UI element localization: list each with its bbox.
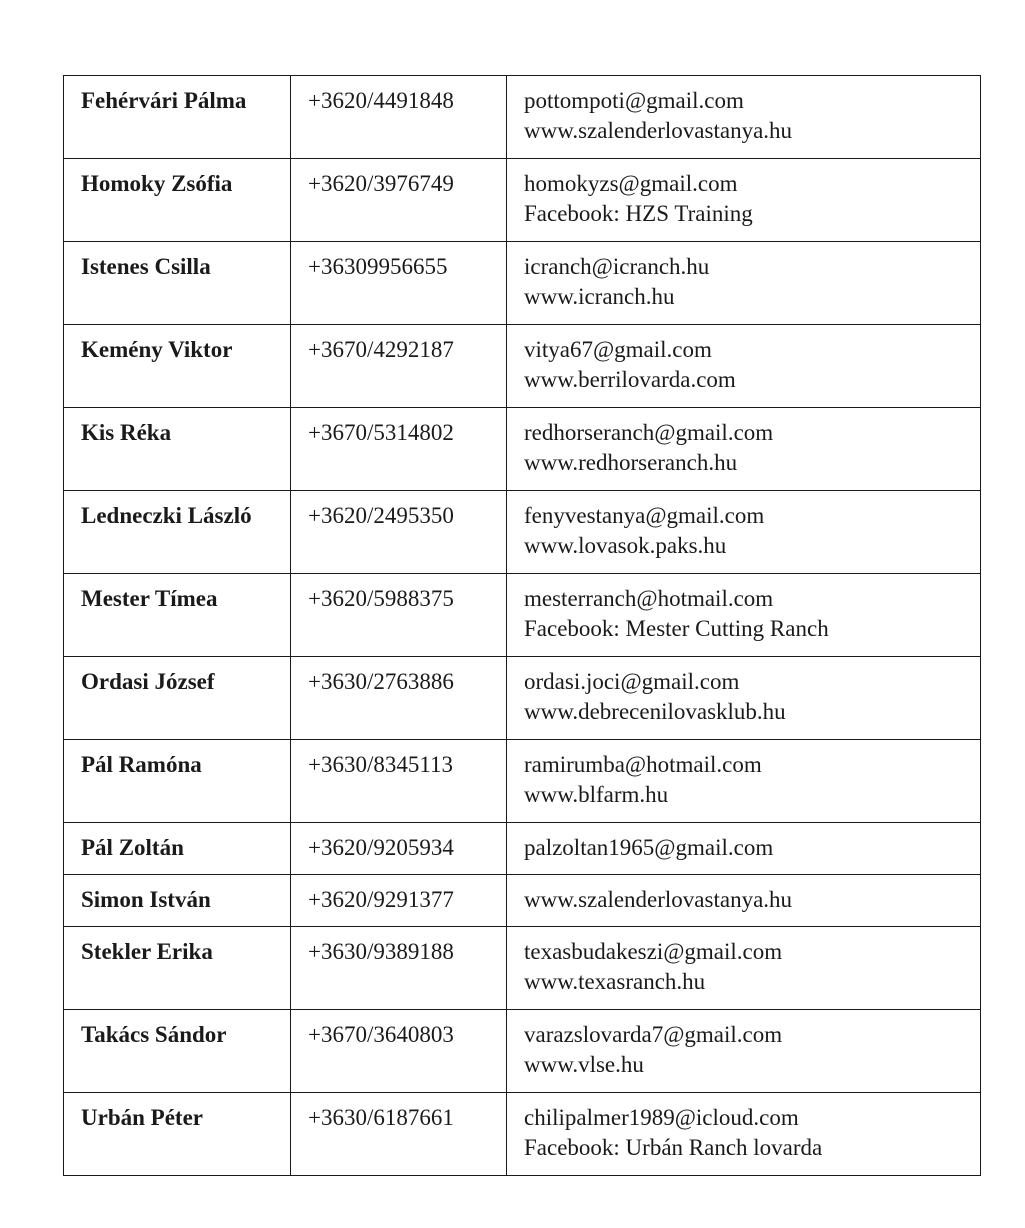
contact-details <box>507 159 981 242</box>
contact-name: Stekler Erika <box>64 927 291 1010</box>
table-row <box>64 76 981 159</box>
contact-details <box>507 740 981 823</box>
table-row <box>64 1010 981 1093</box>
table-row <box>64 242 981 325</box>
contact-phone: +3620/4491848 <box>291 76 507 159</box>
contact-email: icranch@icranch.hu <box>524 254 710 279</box>
contact-email: homokyzs@gmail.com <box>524 171 738 196</box>
contact-website: www.lovasok.paks.hu <box>524 533 727 558</box>
table-row <box>64 657 981 740</box>
contact-email: varazslovarda7@gmail.com <box>524 1022 783 1047</box>
contact-facebook: Facebook: Urbán Ranch lovarda <box>524 1135 823 1160</box>
contact-name: Simon István <box>64 875 291 927</box>
contact-phone: +3630/8345113 <box>291 740 507 823</box>
contact-email: fenyvestanya@gmail.com <box>524 503 765 528</box>
contact-details <box>507 76 981 159</box>
contact-name: Mester Tímea <box>64 574 291 657</box>
contact-details <box>507 927 981 1010</box>
contact-name: Takács Sándor <box>64 1010 291 1093</box>
contact-name: Kis Réka <box>64 408 291 491</box>
contact-phone: +3620/2495350 <box>291 491 507 574</box>
contact-email: mesterranch@hotmail.com <box>524 586 774 611</box>
contact-phone: +3620/9291377 <box>291 875 507 927</box>
table-row <box>64 325 981 408</box>
contact-facebook: Facebook: HZS Training <box>524 201 753 226</box>
contact-website: www.blfarm.hu <box>524 782 669 807</box>
table-row <box>64 574 981 657</box>
contact-rows <box>64 76 981 1176</box>
contact-website: www.vlse.hu <box>524 1052 644 1077</box>
table-row <box>64 1093 981 1176</box>
table-row <box>64 740 981 823</box>
contact-phone: +3630/2763886 <box>291 657 507 740</box>
contact-details <box>507 325 981 408</box>
contact-name: Homoky Zsófia <box>64 159 291 242</box>
contact-name: Ledneczki László <box>64 491 291 574</box>
contact-email: palzoltan1965@gmail.com <box>524 835 774 860</box>
contact-details <box>507 574 981 657</box>
contact-name: Urbán Péter <box>64 1093 291 1176</box>
contact-website: www.debrecenilovasklub.hu <box>524 699 786 724</box>
contact-phone: +3620/5988375 <box>291 574 507 657</box>
contact-website: www.texasranch.hu <box>524 969 706 994</box>
contact-phone: +3620/3976749 <box>291 159 507 242</box>
contact-email: ordasi.joci@gmail.com <box>524 669 740 694</box>
contact-name: Fehérvári Pálma <box>64 76 291 159</box>
contact-facebook: Facebook: Mester Cutting Ranch <box>524 616 829 641</box>
contact-name: Pál Zoltán <box>64 823 291 875</box>
contact-email: chilipalmer1989@icloud.com <box>524 1105 799 1130</box>
contact-email: ramirumba@hotmail.com <box>524 752 762 777</box>
table-row <box>64 408 981 491</box>
table-row <box>64 823 981 875</box>
contact-details <box>507 242 981 325</box>
contact-name: Kemény Viktor <box>64 325 291 408</box>
contact-email: pottompoti@gmail.com <box>524 88 744 113</box>
contact-table <box>63 75 981 1176</box>
contact-phone: +36309956655 <box>291 242 507 325</box>
contact-name: Pál Ramóna <box>64 740 291 823</box>
contact-details <box>507 408 981 491</box>
table-row <box>64 927 981 1010</box>
contact-website: www.redhorseranch.hu <box>524 450 738 475</box>
contact-details <box>507 491 981 574</box>
contact-phone: +3670/3640803 <box>291 1010 507 1093</box>
contact-details <box>507 823 981 875</box>
contact-email: vitya67@gmail.com <box>524 337 712 362</box>
contact-details <box>507 1010 981 1093</box>
contact-phone: +3670/5314802 <box>291 408 507 491</box>
contact-phone: +3630/9389188 <box>291 927 507 1010</box>
contact-email: redhorseranch@gmail.com <box>524 420 774 445</box>
contact-website: www.szalenderlovastanya.hu <box>524 887 793 912</box>
contact-email: texasbudakeszi@gmail.com <box>524 939 783 964</box>
contact-details <box>507 657 981 740</box>
table-row <box>64 875 981 927</box>
table-row <box>64 159 981 242</box>
table-row <box>64 491 981 574</box>
contact-phone: +3620/9205934 <box>291 823 507 875</box>
contact-website: www.icranch.hu <box>524 284 675 309</box>
contact-details <box>507 1093 981 1176</box>
contact-website: www.berrilovarda.com <box>524 367 736 392</box>
contact-details <box>507 875 981 927</box>
contact-name: Ordasi József <box>64 657 291 740</box>
contact-phone: +3670/4292187 <box>291 325 507 408</box>
contact-name: Istenes Csilla <box>64 242 291 325</box>
contact-phone: +3630/6187661 <box>291 1093 507 1176</box>
contact-website: www.szalenderlovastanya.hu <box>524 118 793 143</box>
